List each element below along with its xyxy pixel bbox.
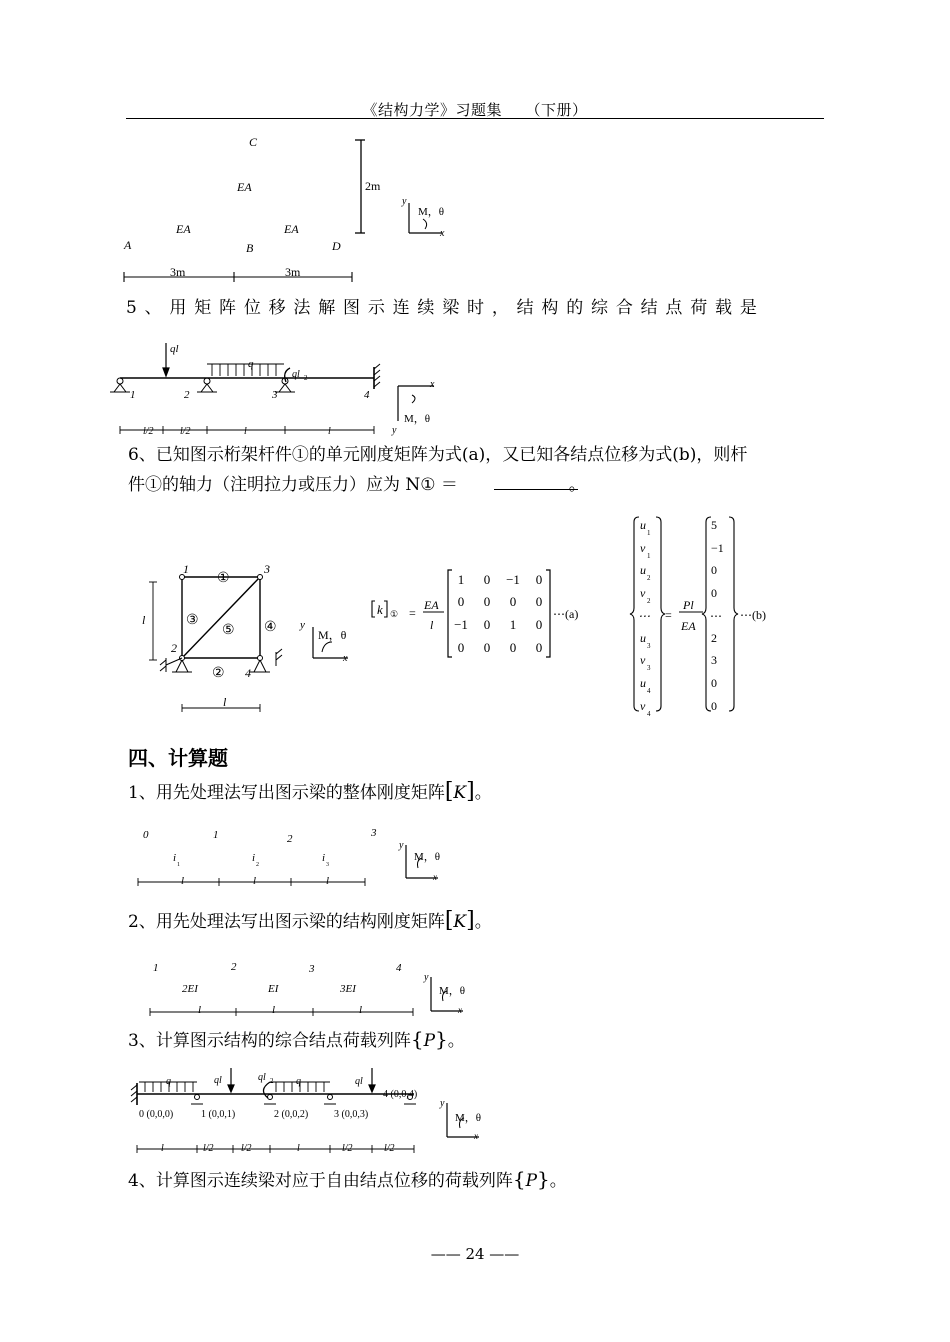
brace-close: } bbox=[435, 1027, 448, 1051]
page-header-title: 《结构力学》习题集 （下册） bbox=[362, 101, 588, 119]
node-4: 4 bbox=[245, 666, 251, 680]
node-4-dof: 4 (0,0,4) bbox=[383, 1089, 418, 1100]
vector-value: 3 bbox=[711, 653, 717, 667]
moment-theta-label: M，θ bbox=[318, 628, 347, 642]
matrix-cell: 0 bbox=[483, 594, 491, 609]
load-q: q bbox=[296, 1076, 301, 1087]
vector-sub: 3 bbox=[647, 642, 651, 650]
stiffness-sub: 2 bbox=[256, 862, 259, 868]
right-span-label: 3m bbox=[285, 265, 301, 279]
dim: l bbox=[161, 1143, 164, 1154]
axis-x-label: x bbox=[474, 1131, 478, 1141]
page-number: —— 24 —— bbox=[430, 1245, 520, 1263]
point-load-label: ql bbox=[170, 343, 179, 355]
node-2-dof: 2 (0,0,2) bbox=[274, 1109, 309, 1120]
height-dim-label: 2m bbox=[365, 179, 381, 193]
axis-x-label: x bbox=[458, 1005, 462, 1015]
vector-sub: 1 bbox=[647, 529, 651, 537]
vector-equals: = bbox=[665, 608, 672, 622]
node-4: 4 bbox=[396, 962, 402, 974]
matrix-cell: 0 bbox=[509, 640, 517, 655]
node-3-dof: 3 (0,0,3) bbox=[334, 1109, 369, 1120]
matrix-cell: 0 bbox=[535, 640, 543, 655]
dim-l2-a: l/2 bbox=[143, 426, 154, 437]
matrix-cell: 1 bbox=[509, 617, 517, 632]
vector-sub: 3 bbox=[647, 664, 651, 672]
node-1-dof: 1 (0,0,1) bbox=[201, 1109, 236, 1120]
matrix-coef-den: l bbox=[430, 618, 434, 632]
bracket-close: ] bbox=[466, 908, 475, 933]
dim: l/2 bbox=[342, 1143, 353, 1154]
vector-value: 0 bbox=[711, 699, 717, 713]
moment-theta-label: M，θ bbox=[455, 1112, 482, 1124]
vector-var: u bbox=[640, 676, 646, 690]
stiffness-i1: i bbox=[173, 852, 177, 864]
calc-1-label: 1、用先处理法写出图示梁的整体刚度矩阵 bbox=[128, 783, 445, 803]
matrix-cell: 0 bbox=[509, 594, 517, 609]
stiffness-sub: 3 bbox=[326, 862, 329, 868]
vector-value: 0 bbox=[711, 586, 717, 600]
node-2: 2 bbox=[287, 833, 293, 845]
member-5: ⑤ bbox=[222, 623, 235, 638]
moment-load-label: ql bbox=[292, 369, 300, 380]
dim-side: l bbox=[142, 613, 146, 627]
ea-label-top: EA bbox=[237, 180, 252, 194]
node-0-dof: 0 (0,0,0) bbox=[139, 1109, 174, 1120]
calc-4-label: 4、计算图示连续梁对应于自由结点位移的荷载列阵 bbox=[128, 1171, 513, 1191]
question-5-text: 5、用矩阵位移法解图示连续梁时，结构的综合结点荷载是 bbox=[126, 298, 765, 318]
dim: l/2 bbox=[384, 1143, 395, 1154]
vector-sub: 2 bbox=[647, 597, 651, 605]
ea-label-left: EA bbox=[176, 222, 191, 236]
axis-x-label: x bbox=[343, 653, 348, 664]
member-1: ① bbox=[217, 571, 230, 586]
node-1: 1 bbox=[153, 962, 159, 974]
node-1: 1 bbox=[130, 389, 136, 401]
vector-var: v bbox=[640, 541, 646, 555]
bracket-open: [ bbox=[444, 779, 454, 804]
member-2: ② bbox=[212, 666, 225, 681]
stiffness-i2: i bbox=[252, 852, 256, 864]
matrix-symbol: K bbox=[453, 912, 467, 932]
dim: l/2 bbox=[203, 1143, 214, 1154]
axes-icon-calc3 bbox=[439, 1098, 481, 1141]
axis-y-label: y bbox=[392, 425, 397, 436]
brace-close: } bbox=[537, 1167, 550, 1191]
calc-1-end: 。 bbox=[474, 783, 492, 803]
calc-2-label: 2、用先处理法写出图示梁的结构刚度矩阵 bbox=[128, 912, 445, 932]
calc3-dimension bbox=[137, 1145, 414, 1153]
vector-value: 0 bbox=[711, 563, 717, 577]
node-3: 3 bbox=[309, 963, 315, 975]
matrix-cell: −1 bbox=[506, 572, 520, 587]
matrix-k-sup: ① bbox=[390, 609, 399, 619]
question-6-line-1: 6、已知图示桁架杆件①的单元刚度矩阵为式(a)，又已知各结点位移为式(b)，则杆 bbox=[128, 445, 748, 465]
vector-coef-den: EA bbox=[681, 619, 696, 633]
ea-label-right: EA bbox=[284, 222, 299, 236]
load-ql: ql bbox=[355, 1076, 363, 1087]
node-0: 0 bbox=[143, 829, 149, 841]
matrix-k-symbol: k bbox=[377, 602, 383, 617]
matrix-cell: 0 bbox=[535, 617, 543, 632]
node-2: 2 bbox=[184, 389, 190, 401]
stiffness-i3: i bbox=[322, 852, 326, 864]
dim-l: l bbox=[359, 1004, 363, 1016]
load-ql: ql bbox=[214, 1075, 222, 1086]
vector-symbol: P bbox=[423, 1031, 436, 1051]
axis-y-label: y bbox=[440, 1098, 445, 1109]
vector-sub: 4 bbox=[647, 710, 651, 718]
axis-x-label: x bbox=[440, 228, 445, 239]
matrix-tag-a: ⋯(a) bbox=[553, 607, 579, 621]
matrix-cell: 0 bbox=[457, 640, 465, 655]
vector-sub: 2 bbox=[647, 574, 651, 582]
point-loads bbox=[228, 1068, 375, 1092]
ei-label: 2EI bbox=[182, 983, 198, 995]
vector-coef-num: Pl bbox=[683, 598, 694, 612]
dim: l/2 bbox=[241, 1143, 252, 1154]
moment-theta-label: M，θ bbox=[439, 985, 466, 997]
node-3: 3 bbox=[371, 827, 377, 839]
moment-theta-label: M，θ bbox=[404, 413, 431, 425]
vector-var: u bbox=[640, 631, 646, 645]
node-2: 2 bbox=[231, 961, 237, 973]
vector-var: v bbox=[640, 699, 646, 713]
bracket-open: [ bbox=[444, 908, 454, 933]
fixed-support-hatch bbox=[131, 1085, 137, 1102]
load-q: q bbox=[166, 1076, 171, 1087]
dim-l: l bbox=[272, 1004, 276, 1016]
ei-label: EI bbox=[268, 983, 279, 995]
matrix-coef-num: EA bbox=[424, 598, 439, 612]
axis-y-label: y bbox=[300, 619, 305, 631]
matrix-cell: 0 bbox=[535, 594, 543, 609]
calc-4-text bbox=[128, 1162, 567, 1198]
calc-4-end: 。 bbox=[549, 1171, 567, 1191]
node-4: 4 bbox=[364, 389, 370, 401]
dim-l-a: l bbox=[244, 426, 247, 437]
calc-3-end: 。 bbox=[447, 1031, 465, 1051]
node-label-d: D bbox=[332, 239, 341, 253]
moment-theta-label: M，θ bbox=[414, 851, 441, 863]
matrix-cell: 0 bbox=[535, 572, 543, 587]
matrix-cell: −1 bbox=[454, 617, 468, 632]
section-heading: 四、计算题 bbox=[128, 746, 228, 770]
dim: l bbox=[297, 1143, 300, 1154]
question-6-line-2-end: 。 bbox=[568, 475, 586, 495]
node-3: 3 bbox=[264, 562, 270, 576]
axis-y-label: y bbox=[424, 972, 429, 983]
vector-var: v bbox=[640, 586, 646, 600]
dim-l: l bbox=[181, 875, 185, 887]
member-3: ③ bbox=[186, 613, 199, 628]
vector-value: ⋯ bbox=[710, 609, 722, 623]
node-label-c: C bbox=[249, 135, 258, 149]
brace-open: { bbox=[512, 1167, 526, 1191]
axis-y-label: y bbox=[402, 196, 407, 207]
vector-tag-b: ⋯(b) bbox=[740, 608, 766, 622]
brace-open: { bbox=[410, 1027, 424, 1051]
vector-value: 2 bbox=[711, 631, 717, 645]
matrix-symbol: K bbox=[453, 783, 467, 803]
matrix-equals: = bbox=[409, 606, 416, 620]
moment-load-sub: 2 bbox=[270, 1077, 274, 1085]
node-label-a: A bbox=[124, 238, 132, 252]
axis-y-label: y bbox=[399, 840, 404, 851]
vector-value: −1 bbox=[711, 541, 724, 555]
dim-l-b: l bbox=[328, 426, 331, 437]
stiffness-sub: 1 bbox=[177, 862, 180, 868]
distributed-load-label: q bbox=[248, 358, 254, 370]
vector-value: 0 bbox=[711, 676, 717, 690]
node-1: 1 bbox=[183, 562, 189, 576]
vector-value: 5 bbox=[711, 518, 717, 532]
axis-x-label: x bbox=[433, 872, 437, 882]
dim-bottom: l bbox=[223, 695, 227, 709]
bracket-close: ] bbox=[466, 779, 475, 804]
node-2: 2 bbox=[171, 641, 177, 655]
axis-x-label: x bbox=[430, 379, 435, 390]
dim-l: l bbox=[326, 875, 330, 887]
vector-var: u bbox=[640, 563, 646, 577]
node-1: 1 bbox=[213, 829, 219, 841]
matrix-cell: 0 bbox=[483, 640, 491, 655]
matrix-cell: 0 bbox=[483, 617, 491, 632]
matrix-cell: 1 bbox=[457, 572, 465, 587]
matrix-cell: 0 bbox=[483, 572, 491, 587]
moment-load-sub: 2 bbox=[304, 374, 308, 382]
calc-2-end: 。 bbox=[474, 912, 492, 932]
dim-l: l bbox=[198, 1004, 202, 1016]
dim-l2-b: l/2 bbox=[180, 426, 191, 437]
node-label-b: B bbox=[246, 241, 254, 255]
member-4: ④ bbox=[264, 620, 277, 635]
vector-var: v bbox=[640, 653, 646, 667]
vector-symbol: P bbox=[525, 1171, 538, 1191]
ei-label: 3EI bbox=[340, 983, 356, 995]
dim-l: l bbox=[253, 875, 257, 887]
load-ql-moment: ql bbox=[258, 1072, 266, 1083]
left-span-label: 3m bbox=[170, 265, 186, 279]
node-3: 3 bbox=[272, 389, 278, 401]
matrix-cell: 0 bbox=[457, 594, 465, 609]
vector-sub: 1 bbox=[647, 552, 651, 560]
question-6-line-2-text: 件①的轴力（注明拉力或压力）应为 N① ＝ bbox=[128, 475, 458, 495]
vector-sub: 4 bbox=[647, 687, 651, 695]
moment-theta-label: M，θ bbox=[418, 206, 445, 218]
vector-var: ⋯ bbox=[638, 609, 650, 623]
vector-var: u bbox=[640, 518, 646, 532]
calc-3-label: 3、计算图示结构的综合结点荷载列阵 bbox=[128, 1031, 411, 1051]
